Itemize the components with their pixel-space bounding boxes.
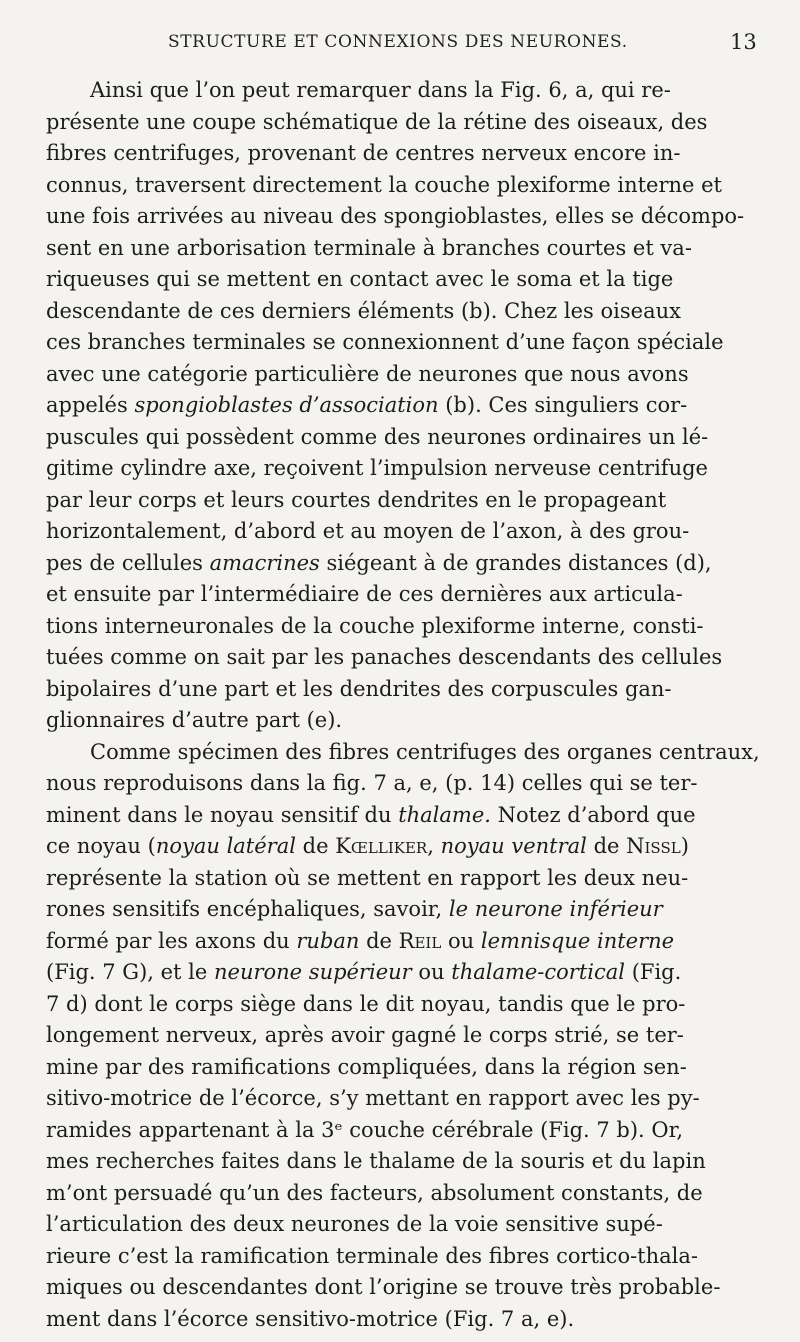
- text-segment: mine par des ramifications compliquées, dans la région sen-: [46, 1054, 687, 1079]
- text-line: [46, 264, 786, 296]
- text-segment: longement nerveux, après avoir gagné le corps strié, se ter-: [46, 1023, 684, 1047]
- text-segment: mes recherches faites dans le thalame de la souris et du lapin: [46, 1149, 706, 1173]
- text-line: [46, 989, 786, 1021]
- text-line: [46, 75, 786, 107]
- italic-text: spongioblastes d’association: [134, 393, 439, 417]
- text-line: [46, 705, 786, 737]
- italic-text: ruban: [296, 928, 360, 953]
- small-caps-text: Reil: [398, 928, 442, 953]
- text-segment: ramides appartenant à la 3ᵉ couche cérébrale (Fig. 7 b). Or,: [46, 1117, 684, 1142]
- text-segment: ment dans l’écorce sensitivo-motrice (Fig. 7 a, e).: [46, 1306, 575, 1331]
- text-line: [46, 422, 786, 454]
- text-line: [46, 926, 786, 958]
- text-line: [46, 107, 786, 139]
- text-segment: siégeant à de grandes distances (d),: [319, 550, 712, 575]
- text-line: [46, 611, 786, 643]
- italic-text: thalame-cortical: [451, 960, 626, 984]
- text-segment: ou: [411, 960, 452, 984]
- text-segment: glionnaires d’autre part (e).: [46, 708, 343, 732]
- text-line: [46, 768, 786, 800]
- text-line: [46, 1020, 786, 1052]
- text-segment: fibres centrifuges, provenant de centres nerveux encore in-: [46, 141, 681, 165]
- text-line: [46, 1209, 786, 1241]
- text-line: [46, 296, 786, 328]
- text-segment: une fois arrivées au niveau des spongioblastes, elles se décompo-: [46, 204, 745, 228]
- running-head-title: STRUCTURE ET CONNEXIONS DES NEURONES.: [168, 32, 628, 52]
- text-line: [46, 1272, 786, 1304]
- text-segment: présente une coupe schématique de la rétine des oiseaux, des: [46, 109, 708, 134]
- italic-text: neurone supérieur: [214, 960, 412, 984]
- small-caps-text: Kœlliker: [335, 834, 428, 858]
- text-segment: connus, traversent directement la couche plexiforme interne et: [46, 172, 722, 197]
- paragraph: [46, 737, 786, 1336]
- body-text: [46, 75, 786, 1335]
- text-segment: tuées comme on sait par les panaches descendants des cellules: [46, 645, 723, 669]
- text-line: [46, 642, 786, 674]
- text-segment: ce noyau (: [46, 834, 156, 858]
- text-line: [46, 548, 786, 580]
- text-line: [46, 485, 786, 517]
- text-segment: miques ou descendantes dont l’origine se trouve très probable-: [46, 1275, 721, 1299]
- text-line: [46, 1115, 786, 1147]
- text-segment: (b). Ces singuliers cor-: [438, 393, 688, 417]
- text-segment: bipolaires d’une part et les dendrites des corpuscules gan-: [46, 676, 672, 701]
- text-segment: formé par les axons du: [46, 928, 297, 953]
- text-line: [46, 1146, 786, 1178]
- small-caps-text: Nissl: [626, 834, 681, 858]
- text-line: [46, 737, 786, 769]
- text-line: [46, 201, 786, 233]
- text-line: [46, 831, 786, 863]
- text-line: [46, 1241, 786, 1273]
- running-head: [0, 30, 800, 60]
- text-line: [46, 390, 786, 422]
- text-line: [46, 1052, 786, 1084]
- text-line: [46, 579, 786, 611]
- text-segment: appelés: [46, 393, 135, 417]
- text-line: [46, 1304, 786, 1336]
- paragraph: [46, 75, 786, 737]
- text-segment: avec une catégorie particulière de neurones que nous avons: [46, 361, 689, 386]
- text-segment: riqueuses qui se mettent en contact avec le soma et la tige: [46, 267, 674, 291]
- text-segment: Comme spécimen des fibres centrifuges des organes centraux,: [90, 739, 760, 764]
- text-line: [46, 170, 786, 202]
- text-segment: tions interneuronales de la couche plexiforme interne, consti-: [46, 613, 704, 638]
- text-segment: minent dans le noyau sensitif du: [46, 802, 399, 827]
- text-segment: descendante de ces derniers éléments (b). Chez les oiseaux: [46, 298, 681, 323]
- text-segment: nous reproduisons dans la fig. 7 a, e, (p. 14) celles qui se ter-: [46, 771, 698, 795]
- text-segment: ou: [441, 928, 481, 953]
- text-segment: rones sensitifs encéphaliques, savoir,: [46, 897, 449, 921]
- text-line: [46, 800, 786, 832]
- text-segment: de: [586, 834, 627, 858]
- text-segment: m’ont persuadé qu’un des facteurs, absolument constants, de: [46, 1180, 703, 1205]
- text-segment: 7 d) dont le corps siège dans le dit noyau, tandis que le pro-: [46, 991, 686, 1016]
- text-segment: l’articulation des deux neurones de la voie sensitive supé-: [46, 1212, 663, 1236]
- text-segment: sitivo-motrice de l’écorce, s’y mettant en rapport avec les py-: [46, 1086, 700, 1110]
- text-segment: et ensuite par l’intermédiaire de ces dernières aux articula-: [46, 582, 683, 606]
- text-segment: ces branches terminales se connexionnent d’une façon spéciale: [46, 330, 724, 354]
- italic-text: amacrines: [209, 550, 320, 575]
- text-segment: pes de cellules: [46, 550, 210, 575]
- text-line: [46, 453, 786, 485]
- italic-text: lemnisque interne: [480, 928, 675, 953]
- text-line: [46, 674, 786, 706]
- text-line: [46, 1178, 786, 1210]
- text-line: [46, 138, 786, 170]
- text-line: [46, 1083, 786, 1115]
- text-segment: Ainsi que l’on peut remarquer dans la Fig. 6, a, qui re-: [90, 78, 671, 102]
- text-segment: gitime cylindre axe, reçoivent l’impulsion nerveuse centrifuge: [46, 456, 708, 480]
- italic-text: noyau latéral: [155, 834, 296, 858]
- text-line: [46, 894, 786, 926]
- text-segment: de: [295, 834, 336, 858]
- text-line: [46, 863, 786, 895]
- italic-text: noyau ventral: [440, 834, 587, 858]
- text-segment: (Fig.: [625, 960, 682, 984]
- text-line: [46, 359, 786, 391]
- text-segment: sent en une arborisation terminale à branches courtes et va-: [46, 235, 692, 260]
- text-line: [46, 327, 786, 359]
- text-segment: horizontalement, d’abord et au moyen de l’axon, à des grou-: [46, 519, 690, 543]
- text-segment: ): [680, 834, 689, 858]
- text-line: [46, 233, 786, 265]
- text-segment: rieure c’est la ramification terminale des fibres cortico-thala-: [46, 1243, 698, 1268]
- text-line: [46, 516, 786, 548]
- text-segment: de: [359, 928, 399, 953]
- italic-text: thalame.: [398, 802, 491, 827]
- text-segment: ,: [427, 834, 441, 858]
- text-segment: puscules qui possèdent comme des neurones ordinaires un lé-: [46, 424, 709, 449]
- text-segment: Notez d’abord que: [490, 802, 696, 827]
- text-segment: représente la station où se mettent en rapport les deux neu-: [46, 865, 689, 890]
- text-segment: par leur corps et leurs courtes dendrites en le propageant: [46, 487, 667, 512]
- text-line: [46, 957, 786, 989]
- italic-text: le neurone inférieur: [448, 897, 663, 921]
- page-number: 13: [730, 30, 757, 54]
- text-segment: (Fig. 7 G), et le: [46, 960, 214, 984]
